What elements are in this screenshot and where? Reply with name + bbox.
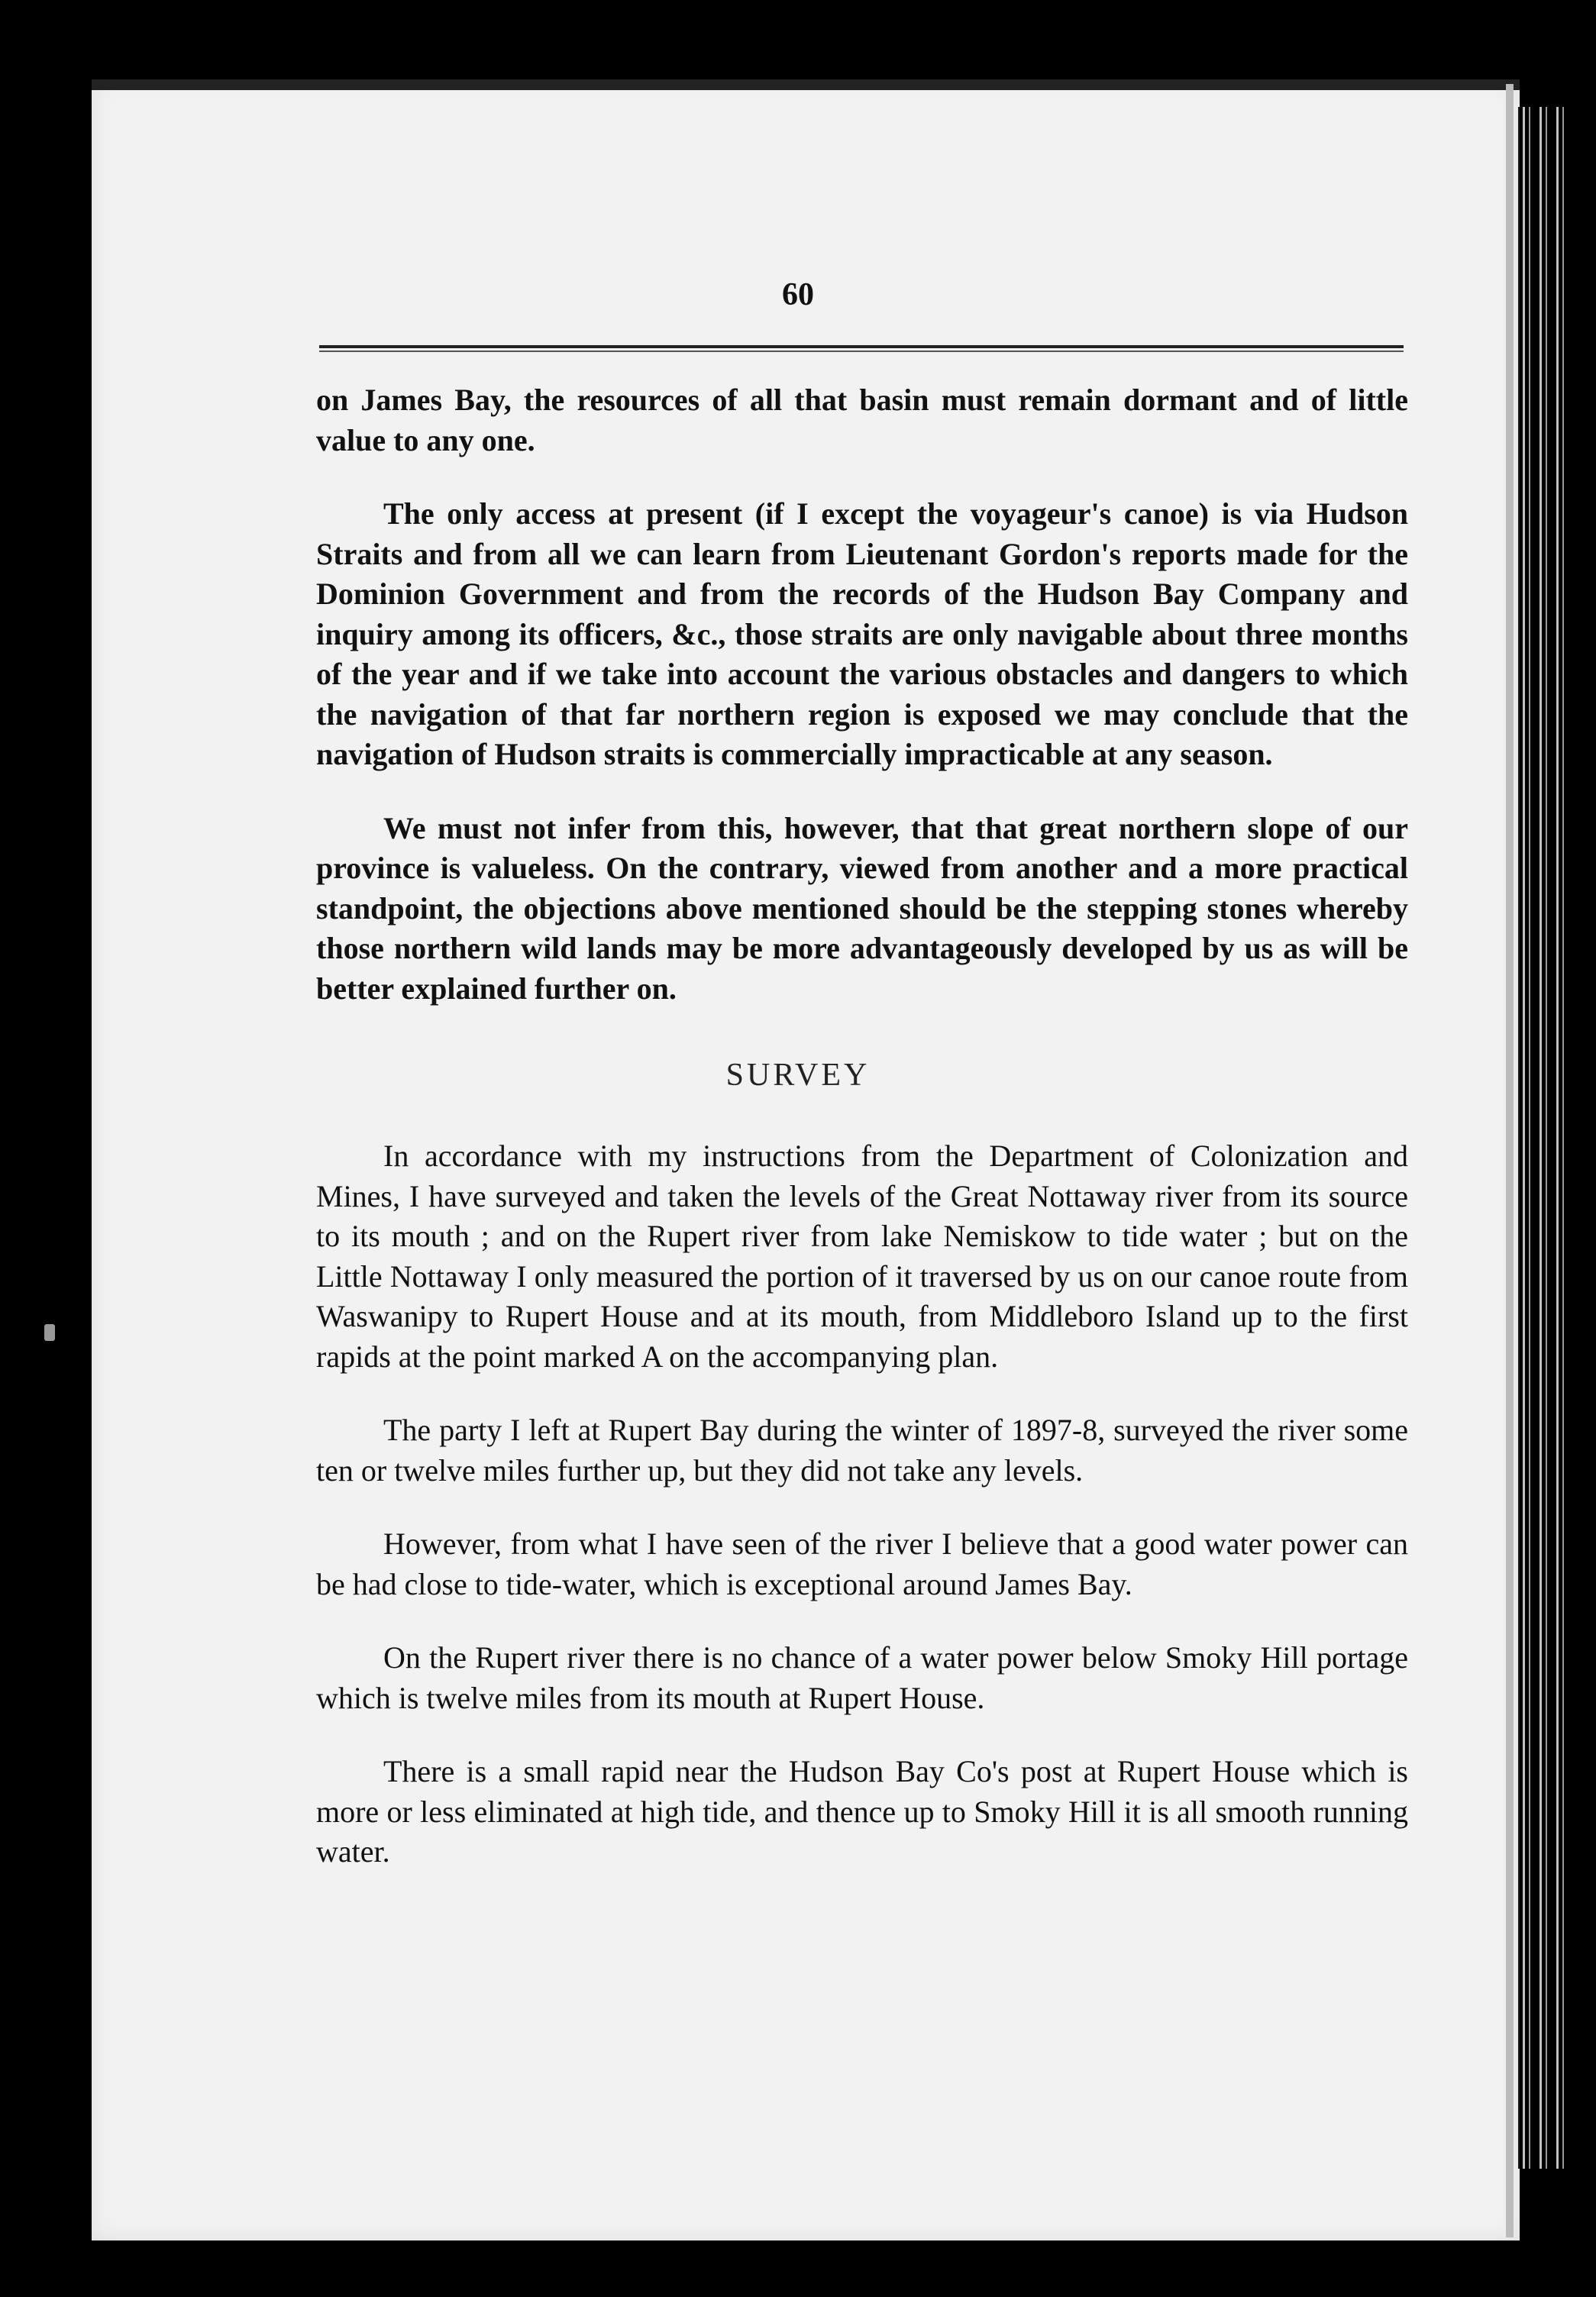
paragraph-7: On the Rupert river there is no chance of a water power below Smoky Hill portage which is twelve miles from its mouth at Rupert House.: [316, 1640, 1408, 1715]
paragraph-5: The party I left at Rupert Bay during the winter of 1897-8, surveyed the river some ten or twelve miles further up, but they did not take any levels.: [316, 1413, 1408, 1488]
paragraph-2: The only access at present (if I except the voyageur's canoe) is via Hudson Straits and from all we can learn from Lieutenant Gordon's reports made for the Dominion Government and from the records of the Hudson Bay Company and inquiry among its officers, &c., those straits are only navigable about three months of the year and if we take into account the various obstacles and dangers to which the navigation of that far northern region is exposed we may conclude that the navigation of Hudson straits is commercially impracticable at any season.: [316, 496, 1408, 771]
body-text-bottom: [316, 1136, 1408, 1872]
paragraph-4: In accordance with my instructions from the Department of Colonization and Mines, I have surveyed and taken the levels of the Great Nottaway river from its source to its mouth ; and on the Rupert river from lake Nemiskow to tide water ; but on the Little Nottaway I only measured the portion of it traversed by us on our canoe route from Waswanipy to Rupert House and at its mouth, from Middleboro Island up to the first rapids at the point marked A on the accompanying plan.: [316, 1139, 1408, 1374]
body-text-top: [316, 380, 1408, 1009]
paragraph-8: There is a small rapid near the Hudson Bay Co's post at Rupert House which is more or less eliminated at high tide, and thence up to Smoky Hill it is all smooth running water.: [316, 1754, 1408, 1869]
page-number: 60: [782, 277, 814, 312]
section-heading: SURVEY: [725, 1058, 871, 1093]
book-edge-pages: [1518, 107, 1564, 2169]
margin-mark: [44, 1324, 55, 1341]
paragraph-6: However, from what I have seen of the river I believe that a good water power can be had close to tide-water, which is exceptional around James Bay.: [316, 1526, 1408, 1601]
paragraph-3: We must not infer from this, however, that that great northern slope of our province is valueless. On the contrary, viewed from another and a more practical standpoint, the objections above mentioned should be the stepping stones whereby those northern wild lands may be more advantageously developed by us as will be better explained further on.: [316, 810, 1408, 1006]
page-top-edge: [92, 79, 1520, 90]
header-rule: [319, 345, 1404, 352]
paragraph-1: on James Bay, the resources of all that basin must remain dormant and of little value to any one.: [316, 383, 1408, 457]
page-right-shadow: [1506, 84, 1514, 2237]
